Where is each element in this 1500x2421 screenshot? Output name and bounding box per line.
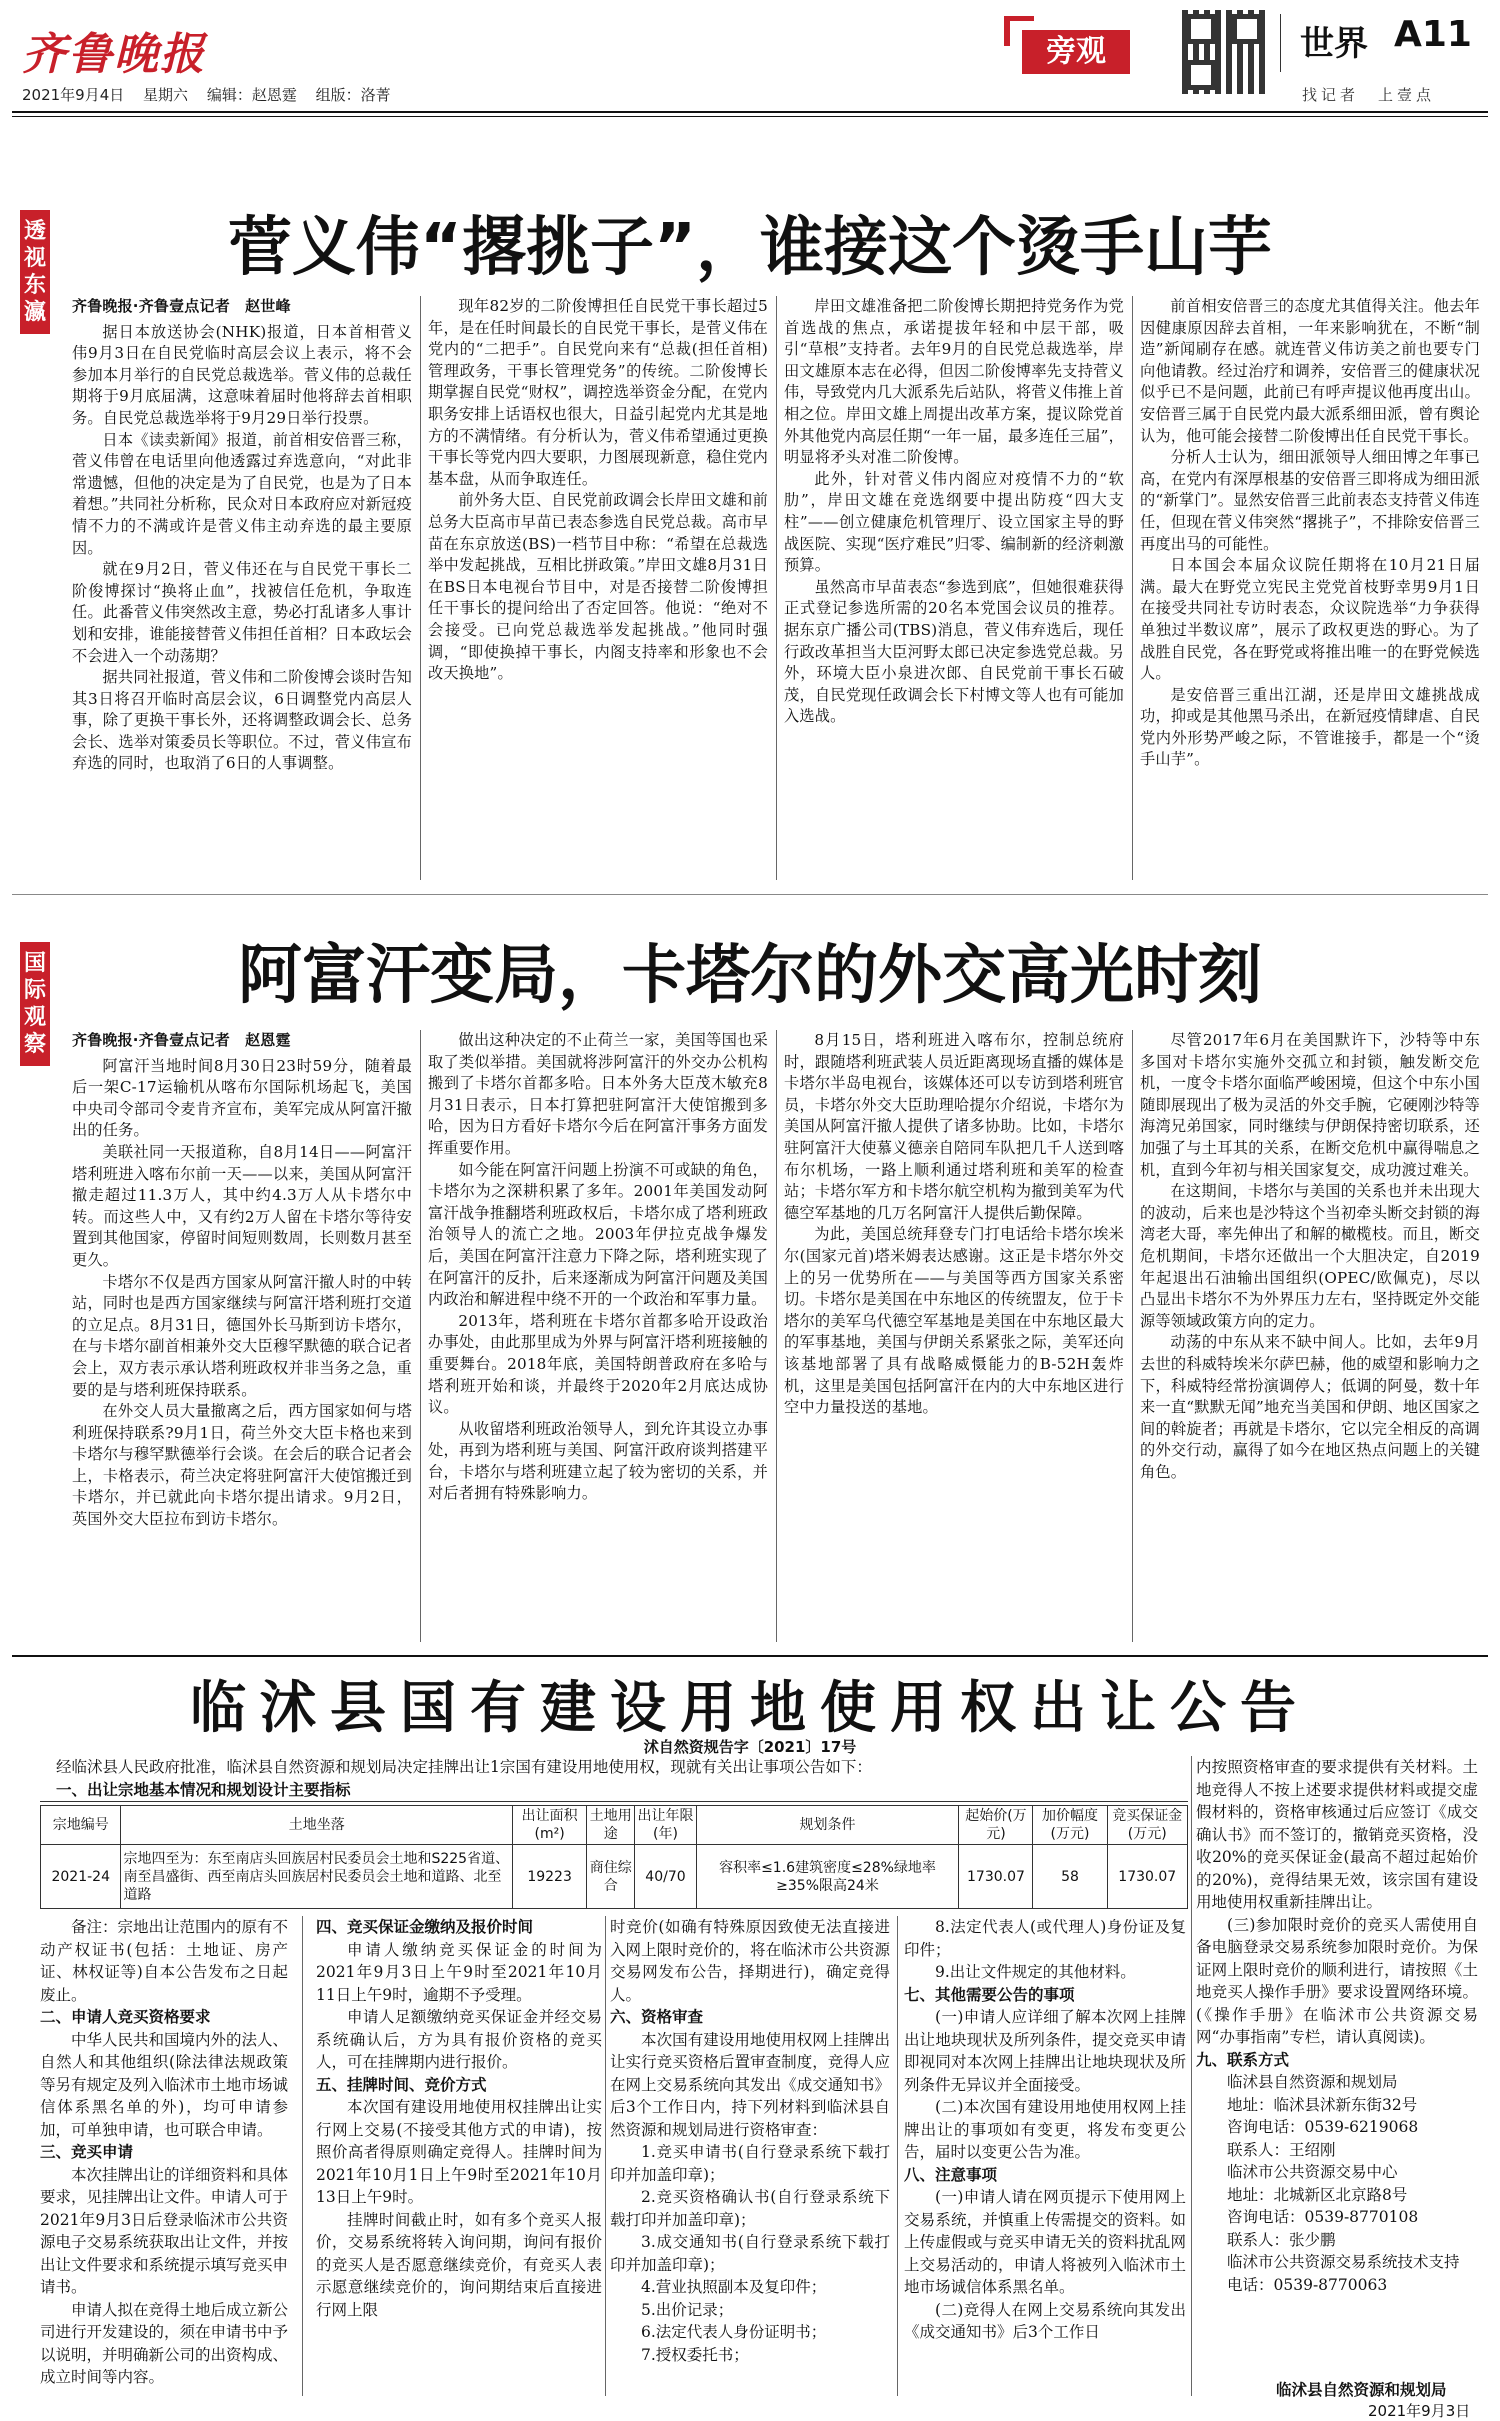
notice-paragraph: 联系人：王绍刚: [1227, 2140, 1336, 2159]
article-paragraph: 此外，针对菅义伟内阁应对疫情不力的“软肋”，岸田文雄在竞选纲要中提出防疫“四大支柱”——创立健康危机管理厅、设立国家主导的野战医院、实现“医疗难民”归零、编制新的经济刺激预算。: [784, 469, 1124, 575]
article-paragraph: 在这期间，卡塔尔与美国的关系也并未出现大的波动，后来也是沙特这个当初牵头断交封锁的海湾老大哥，率先伸出了和解的橄榄枝。而且，断交危机期间，卡塔尔还做出一个大胆决定，自2019年起退出石油输出国组织(OPEC/欧佩克)，尽以凸显出卡塔尔不为外界压力左右，坚持既定外交能源等领域政策方向的定力。: [1140, 1182, 1480, 1330]
notice-paragraph: 5.出价记录；: [641, 2300, 734, 2319]
article2-title: 阿富汗变局，卡塔尔的外交高光时刻: [238, 939, 1262, 1013]
notice-sign-date: 2021年9月3日: [1368, 2402, 1471, 2420]
article-paragraph: 做出这种决定的不止荷兰一家，美国等国也采取了类似举措。美国就将涉阿富汗的外交办公机构搬到了卡塔尔首都多哈。日本外务大臣茂木敏充8月31日表示，日本打算把驻阿富汗大使馆搬到多哈，因为日方看好卡塔尔今后在阿富汗事务方面发挥重要作用。: [428, 1031, 768, 1157]
notice-section-heading: 九、联系方式: [1196, 2050, 1290, 2069]
article-paragraph: 从收留塔利班政治领导人，到允许其设立办事处，再到为塔利班与美国、阿富汗政府谈判搭建平台，卡塔尔与塔利班建立起了较为密切的关系，并对后者拥有特殊影响力。: [428, 1419, 768, 1503]
article-paragraph: 现年82岁的二阶俊博担任自民党干事长超过5年，是在任时间最长的自民党干事长，是菅义伟在党内的“二把手”。自民党向来有“总裁(担任首相)管理政务，干事长管理党务”的传统。二阶俊博长期掌握自民党“财权”，调控选举资金分配，在党内职务安排上话语权也很大，日益引起党内尤其是地方的不满情绪。有分析认为，菅义伟希望通过更换干事长等党内四大要职，力图展现新意，稳住党内基本盘，从而争取连任。: [428, 297, 768, 488]
article-paragraph: 2013年，塔利班在卡塔尔首都多哈开设政治办事处，由此那里成为外界与阿富汗塔利班接触的重要舞台。2018年底，美国特朗普政府在多哈与塔利班开始和谈，并最终于2020年2月底达成协议。: [428, 1311, 768, 1417]
col-header: 竞买保证金(万元): [1107, 1806, 1188, 1845]
notice-paragraph: (二)本次国有建设用地使用权网上挂牌出让的事项如有变更，将发布变更公告，届时以变更公告为准。: [904, 2098, 1186, 2161]
notice-paragraph: 申请人足额缴纳竞买保证金并经交易系统确认后，方为具有报价资格的竞买人，可在挂牌期内进行报价。: [316, 2008, 602, 2071]
notice-paragraph: 9.出让文件规定的其他材料。: [935, 1963, 1136, 1981]
notice-paragraph: 4.营业执照副本及复印件；: [641, 2278, 827, 2296]
notice-column-2: [316, 1916, 602, 2321]
notice-section1-title: 一、出让宗地基本情况和规划设计主要指标: [56, 1781, 351, 1799]
issue-weekday: 星期六: [143, 86, 189, 104]
notice-section-heading: 五、挂牌时间、竞价方式: [316, 2075, 487, 2094]
col-header: 土地用途: [587, 1806, 635, 1845]
article1-title: 菅义伟“撂挑子”，谁接这个烫手山芋: [227, 211, 1273, 285]
notice-paragraph: 8.法定代表人(或代理人)身份证及复印件；: [904, 1918, 1186, 1959]
notice-signature: 临沭县自然资源和规划局: [1276, 2381, 1447, 2399]
notice-paragraph: (一)申请人应详细了解本次网上挂牌出让地块现状及所列条件，提交竞买申请即视同对本次网上挂牌出让地块现状及所列条件无异议并全面接受。: [904, 2008, 1186, 2094]
section-badge: [1004, 16, 1136, 74]
notice-paragraph: 咨询电话：0539-8770108: [1227, 2208, 1419, 2226]
notice-paragraph: 本次国有建设用地使用权挂牌出让实行网上交易(不接受其他方式的申请)，按照价高者得原则确定竞得人。挂牌时间为2021年10月1日上午9时至2021年10月13日上午9时。: [316, 2098, 602, 2206]
masthead: [0, 0, 1500, 122]
notice-column-1: [40, 1916, 288, 2389]
notice-paragraph: 2.竞买资格确认书(自行登录系统下载打印并加盖印章)；: [610, 2188, 890, 2229]
notice-paragraph: (一)申请人请在网页提示下使用网上交易系统，并慎重上传需提交的资料。如上传虚假或与竞买申请无关的资料扰乱网上交易活动的，申请人将被列入临沭市土地市场诚信体系黑名单。: [904, 2188, 1186, 2296]
notice-paragraph: 本次挂牌出让的详细资料和具体要求，见挂牌出让文件。申请人可于2021年9月3日后登录临沭市公共资源电子交易系统获取出让文件，并按出让文件要求和系统提示填写竞买申请书。: [40, 2165, 289, 2296]
page-number: A11: [1394, 14, 1472, 55]
land-table-header: [41, 1806, 1188, 1845]
section-badge-label: 旁观: [1022, 30, 1130, 74]
article-paragraph: 8月15日，塔利班进入喀布尔，控制总统府时，跟随塔利班武装人员近距离现场直播的媒体是卡塔尔半岛电视台，该媒体还可以专访到塔利班官员，卡塔尔外交大臣助理哈提尔介绍说，卡塔尔为美国从阿富汗撤人提供了诸多协助。比如，卡塔尔驻阿富汗大使慕义德亲自陪同车队把几千人送到喀布尔机场，一路上顺利通过塔利班和美军的检查站；卡塔尔军方和卡塔尔航空机构为撤到美军为代德空军基地的几万名阿富汗人提供后勤保障。: [784, 1031, 1124, 1222]
article-paragraph: 是安倍晋三重出江湖，还是岸田文雄挑战成功，抑或是其他黑马杀出，在新冠疫情肆虐、自民党内外形势严峻之际，不管谁接手，都是一个“烫手山芋”。: [1140, 685, 1480, 769]
table-cell: 容积率≤1.6建筑密度≤28%绿地率≥35%限高24米: [696, 1845, 959, 1909]
notice-section-heading: 三、竞买申请: [40, 2143, 134, 2161]
article-paragraph: 前外务大臣、自民党前政调会长岸田文雄和前总务大臣高市早苗已表态参选自民党总裁。高市早苗在东京放送(BS)一档节目中称：“希望在总裁选举中发起挑战，互相比拼政策。”岸田文雄8月31日在BS日本电视台节目中，对是否接替二阶俊博担任干事长的提问给出了否定回答。他说：“绝对不会接受。已向党总裁选举发起挑战。”他同时强调，“即使换掉干事长，内阁支持率和形象也不会改天换地”。: [428, 491, 768, 683]
notice-section-heading: 七、其他需要公告的事项: [904, 1985, 1075, 2004]
article-paragraph: 虽然高市早苗表态“参选到底”，但她很难获得正式登记参选所需的20名本党国会议员的推荐。据东京广播公司(TBS)消息，菅义伟弃选后，现任行政改革担当大臣河野太郎已决定参选党总裁。另外，环境大臣小泉进次郎、自民党前干事长石破茂，自民党现任政调会长下村博文等人也有可能加入选战。: [784, 577, 1124, 726]
article2-section-tag: 国际观察: [20, 942, 50, 1066]
issue-info: [22, 84, 391, 105]
article-column: [784, 296, 1124, 888]
notice-paragraph: 1.竞买申请书(自行登录系统下载打印并加盖印章)；: [610, 2143, 890, 2184]
article-column: [1140, 1030, 1480, 1650]
article-paragraph: 为此，美国总统拜登专门打电话给卡塔尔埃米尔(国家元首)塔米姆表达感谢。这正是卡塔尔外交上的另一优势所在——与美国等西方国家关系密切。卡塔尔是美国在中东地区的传统盟友，位于卡塔尔的美军乌代德空军基地是美国在中东地区最大的军事基地，美国与伊朗关系紧张之际，美军还向该基地部署了具有战略威慑能力的B-52H轰炸机，这里是美国包括阿富汗在内的大中东地区进行空中力量投送的基地。: [784, 1225, 1124, 1417]
byline: 齐鲁晚报·齐鲁壹点记者 赵恩霆: [72, 1031, 291, 1049]
article-paragraph: 阿富汗当地时间8月30日23时59分，随着最后一架C-17运输机从喀布尔国际机场起飞，美国中央司令部司令麦肯齐宣布，美军完成从阿富汗撤出的任务。: [72, 1056, 412, 1140]
layout-credit: 组版：洛菁: [315, 86, 391, 104]
article-paragraph: 就在9月2日，菅义伟还在与自民党干事长二阶俊博探讨“换将止血”，找被信任危机，争取连任。此番菅义伟突然改主意，势必打乱诸多人事计划和安排，谁能接替菅义伟担任首相？日本政坛会不会进入一个动荡期？: [72, 560, 412, 665]
col-header: 出让面积(m²): [513, 1806, 587, 1845]
table-cell: 40/70: [635, 1845, 696, 1909]
notice-paragraph: 3.成交通知书(自行登录系统下载打印并加盖印章)；: [610, 2233, 890, 2274]
notice-paragraph: 7.授权委托书；: [641, 2345, 749, 2364]
article-paragraph: 分析人士认为，细田派领导人细田博之年事已高，在党内有深厚根基的安倍晋三即将成为细田派的“新掌门”。显然安倍晋三此前表态支持菅义伟连任，但现在菅义伟突然“撂挑子”，不排除安倍晋三再度出马的可能性。: [1140, 448, 1480, 553]
table-cell: 1730.07: [959, 1845, 1033, 1909]
notice-section-heading: 四、竞买保证金缴纳及报价时间: [316, 1918, 534, 1936]
article-column: [428, 1030, 768, 1650]
notice-title: 临沭县国有建设用地使用权出让公告: [190, 1676, 1310, 1741]
notice-paragraph: 时竞价(如确有特殊原因致使无法直接进入网上限时竞价的，将在临沭市公共资源交易网发布公告，择期进行)，确定竞得人。: [610, 1918, 890, 2004]
notice-paragraph: 中华人民共和国境内外的法人、自然人和其他组织(除法律法规政策等另有规定及列入临沭市土地市场诚信体系黑名单的外)，均可申请参加，可单独申请，也可联合申请。: [40, 2030, 289, 2139]
article-column: [72, 296, 412, 888]
article-paragraph: 动荡的中东从来不缺中间人。比如，去年9月去世的科威特埃米尔萨巴赫，他的威望和影响力之下，科威特经常扮演调停人；低调的阿曼，数十年来一直“默默无闻”地充当美国和伊朗、地区国家之间的斡旋者；再就是卡塔尔，它以完全相反的高调的外交行动，赢得了如今在地区热点问题上的关键角色。: [1140, 1333, 1480, 1481]
notice-paragraph: 临沭市公共资源交易系统技术支持: [1227, 2253, 1460, 2271]
land-table: [40, 1805, 1188, 1909]
table-cell: 1730.07: [1107, 1845, 1188, 1909]
notice-column-4: [904, 1916, 1186, 2344]
qr-code-icon: [1182, 10, 1266, 94]
land-notice: [0, 1660, 1500, 2420]
notice-paragraph: 本次国有建设用地使用权网上挂牌出让实行竞买资格后置审查制度，竞得人应在网上交易系统向其发出《成交通知书》后3个工作日内，持下列材料到临沭县自然资源和规划局进行资格审查：: [610, 2030, 890, 2139]
article-paragraph: 据共同社报道，菅义伟和二阶俊博会谈时告知其3日将召开临时高层会议，6日调整党内高层人事，除了更换干事长外，还将调整政调会长、总务会长、选举对策委员长等职位。不过，菅义伟宣布弃选的同时，也取消了6日的人事调整。: [72, 668, 412, 773]
article-paragraph: 美联社同一天报道称，自8月14日——阿富汗塔利班进入喀布尔前一天——以来，美国从阿富汗撤走超过11.3万人，其中约4.3万人从卡塔尔中转。而这些人中，又有约2万人留在卡塔尔等待安置到其他国家，停留时间短则数周，长则数月甚至更久。: [72, 1142, 412, 1269]
notice-intro: 经临沭县人民政府批准，临沭县自然资源和规划局决定挂牌出让1宗国有建设用地使用权，现就有关出让事项公告如下：: [56, 1758, 872, 1776]
article-paragraph: 卡塔尔不仅是西方国家从阿富汗撤人时的中转站，同时也是西方国家继续与阿富汗塔利班打交道的立足点。8月31日，德国外长马斯到访卡塔尔，在与卡塔尔副首相兼外交大臣穆罕默德的联合记者会上，双方表示承认塔利班政权并非当务之急，重要的是与塔利班保持联系。: [72, 1272, 412, 1399]
notice-column-3: [610, 1916, 890, 2366]
table-cell: 58: [1033, 1845, 1107, 1909]
table-cell: 19223: [513, 1845, 587, 1909]
notice-paragraph: 申请人拟在竞得土地后成立新公司进行开发建设的，须在申请书中予以说明，并明确新公司的出资构成、成立时间等内容。: [40, 2300, 289, 2386]
notice-paragraph: 电话：0539-8770063: [1227, 2275, 1388, 2294]
notice-paragraph: 备注：宗地出让范围内的原有不动产权证书(包括：土地证、房产证、林权证等)自本公告发布之日起废止。: [40, 1918, 289, 2004]
notice-section-heading: 六、资格审查: [610, 2008, 704, 2026]
article-paragraph: 日本国会本届众议院任期将在10月21日届满。最大在野党立宪民主党党首枝野幸男9月1日在接受共同社专访时表态，众议院选举“力争获得单独过半数议席”，展示了政权更迭的野心。为了战胜自民党，各在野党或将推出唯一的在野党候选人。: [1140, 556, 1480, 683]
editor-credit: 编辑：赵恩霆: [206, 86, 297, 104]
notice-paragraph: (三)参加限时竞价的竞买人需使用自备电脑登录交易系统参加限时竞价。为保证网上限时竞价的顺利进行，请按照《土地竞买人操作手册》要求设置网络环境。(《操作手册》在临沭市公共资源交易网“办事指南”专栏，请认真阅读)。: [1196, 1915, 1478, 2046]
notice-paragraph: 内按照资格审查的要求提供有关材料。土地竞得人不按上述要求提供材料或提交虚假材料的，资格审核通过后应签订《成交确认书》而不签订的，撤销竞买资格，没收20%的竞买保证金(最高不超过起始价的20%)，竞得结果无效，该宗国有建设用地使用权重新挂牌出让。: [1196, 1758, 1478, 1911]
table-cell: 商住综合: [587, 1845, 635, 1909]
article-paragraph: 在外交人员大量撤离之后，西方国家如何与塔利班保持联系?9月1日，荷兰外交大臣卡格也来到卡塔尔与穆罕默德举行会谈。在会后的联合记者会上，卡格表示，荷兰决定将驻阿富汗大使馆搬迁到卡塔尔，并已就此向卡塔尔提出请求。9月2日，英国外交大臣拉布到访卡塔尔。: [72, 1402, 412, 1529]
table-row: [41, 1845, 1188, 1909]
article-paragraph: 日本《读卖新闻》报道，前首相安倍晋三称，菅义伟曾在电话里向他透露过弃选意向，“对此非常遗憾，但他的决定是为了自民党，也是为了日本着想。”共同社分析称，民众对日本政府应对新冠疫情不力的不满或许是菅义伟主动弃选的最主要原因。: [72, 430, 412, 557]
newspaper-logo: 齐鲁晚报: [22, 29, 206, 80]
notice-paragraph: 6.法定代表人身份证明书；: [641, 2323, 827, 2341]
article-paragraph: 据日本放送协会(NHK)报道，日本首相菅义伟9月3日在自民党临时高层会议上表示，将不会参加本月举行的自民党总裁选举。菅义伟的总裁任期将于9月底届满，这意味着届时他将辞去首相职务。自民党总裁选举将于9月29日举行投票。: [72, 322, 412, 427]
col-header: 宗地编号: [41, 1806, 121, 1845]
notice-paragraph: 申请人缴纳竞买保证金的时间为2021年9月3日上午9时至2021年10月11日上午9时，逾期不予受理。: [316, 1940, 602, 2004]
notice-section-heading: 八、注意事项: [904, 2165, 998, 2184]
article-paragraph: 如今能在阿富汗问题上扮演不可或缺的角色，卡塔尔为之深耕积累了多年。2001年美国发动阿富汗战争推翻塔利班政权后，卡塔尔成了塔利班政治领导人的流亡之地。2003年伊拉克战争爆发后，美国在阿富汗注意力下降之际，塔利班实现了在阿富汗的反扑，后来逐渐成为阿富汗问题及美国内政治和解进程中绕不开的一个政治和军事力量。: [428, 1160, 768, 1309]
notice-paragraph: (二)竞得人在网上交易系统向其发出《成交通知书》后3个工作日: [904, 2300, 1186, 2341]
notice-doc-number: 沭自然资规告字〔2021〕17号: [643, 1738, 857, 1756]
article-column: [1140, 296, 1480, 888]
col-header: 出让年限(年): [635, 1806, 696, 1845]
notice-column-5: [1196, 1756, 1478, 2296]
notice-paragraph: 地址：北城新区北京路8号: [1227, 2185, 1408, 2204]
tagline: 找记者 上壹点: [1302, 86, 1436, 104]
col-header: 起始价(万元): [959, 1806, 1033, 1845]
notice-paragraph: 地址：临沭县沭新东街32号: [1227, 2095, 1418, 2114]
notice-paragraph: 临沭县自然资源和规划局: [1227, 2073, 1398, 2091]
article-column: [784, 1030, 1124, 1650]
article-column: [72, 1030, 412, 1650]
section-name: 世界: [1300, 24, 1368, 64]
notice-paragraph: 联系人：张少鹏: [1227, 2230, 1336, 2249]
col-header: 规划条件: [696, 1806, 959, 1845]
article-paragraph: 尽管2017年6月在美国默许下，沙特等中东多国对卡塔尔实施外交孤立和封锁，触发断交危机，一度令卡塔尔面临严峻困境，但这个中东小国随即展现出了极为灵活的外交手腕，它硬刚沙特等海湾兄弟国家，同时继续与伊朗保持密切联系，还加强了与土耳其的关系，在断交危机中赢得喘息之机，直到今年初与相关国家复交，成功渡过难关。: [1140, 1031, 1480, 1179]
article-paragraph: 岸田文雄准备把二阶俊博长期把持党务作为党首选战的焦点，承诺提拔年轻和中层干部，吸引“草根”支持者。去年9月的自民党总裁选举，岸田文雄原本志在必得，但因二阶俊博率先支持菅义伟，导致党内几大派系先后站队，将菅义伟推上首相之位。岸田文雄上周提出改革方案，提议除党首外其他党内高层任期“一年一届，最多连任三届”，明显将矛头对准二阶俊博。: [784, 297, 1124, 467]
article-column: [428, 296, 768, 888]
issue-date: 2021年9月4日: [22, 86, 125, 104]
col-header: 加价幅度(万元): [1033, 1806, 1107, 1845]
article1-section-tag: 透视东瀛: [20, 210, 50, 334]
notice-paragraph: 挂牌时间截止时，如有多个竞买人报价，交易系统将转入询问期，询问有报价的竞买人是否愿意继续竞价，有竞买人表示愿意继续竞价的，询问期结束后直接进行网上限: [316, 2210, 602, 2319]
notice-paragraph: 咨询电话：0539-6219068: [1227, 2118, 1419, 2136]
byline: 齐鲁晚报·齐鲁壹点记者 赵世峰: [72, 297, 291, 315]
table-cell: 宗地四至为：东至南店头回族居村民委员会土地和S225省道、南至昌盛街、西至南店头回族居村民委员会土地和道路、北至道路: [121, 1845, 513, 1909]
notice-paragraph: 临沭市公共资源交易中心: [1227, 2163, 1398, 2181]
article-paragraph: 前首相安倍晋三的态度尤其值得关注。他去年因健康原因辞去首相，一年来影响犹在，不断“制造”新闻刷存在感。就连菅义伟访美之前也要专门向他请教。经过治疗和调养，安倍晋三的健康状况似乎已不是问题，此前已有呼声提议他再度出山。安倍晋三属于自民党内最大派系细田派，曾有舆论认为，他可能会接替二阶俊博出任自民党干事长。: [1140, 297, 1480, 445]
col-header: 土地坐落: [121, 1806, 513, 1845]
notice-section-heading: 二、申请人竞买资格要求: [40, 2008, 211, 2026]
table-cell: 2021-24: [41, 1845, 121, 1909]
